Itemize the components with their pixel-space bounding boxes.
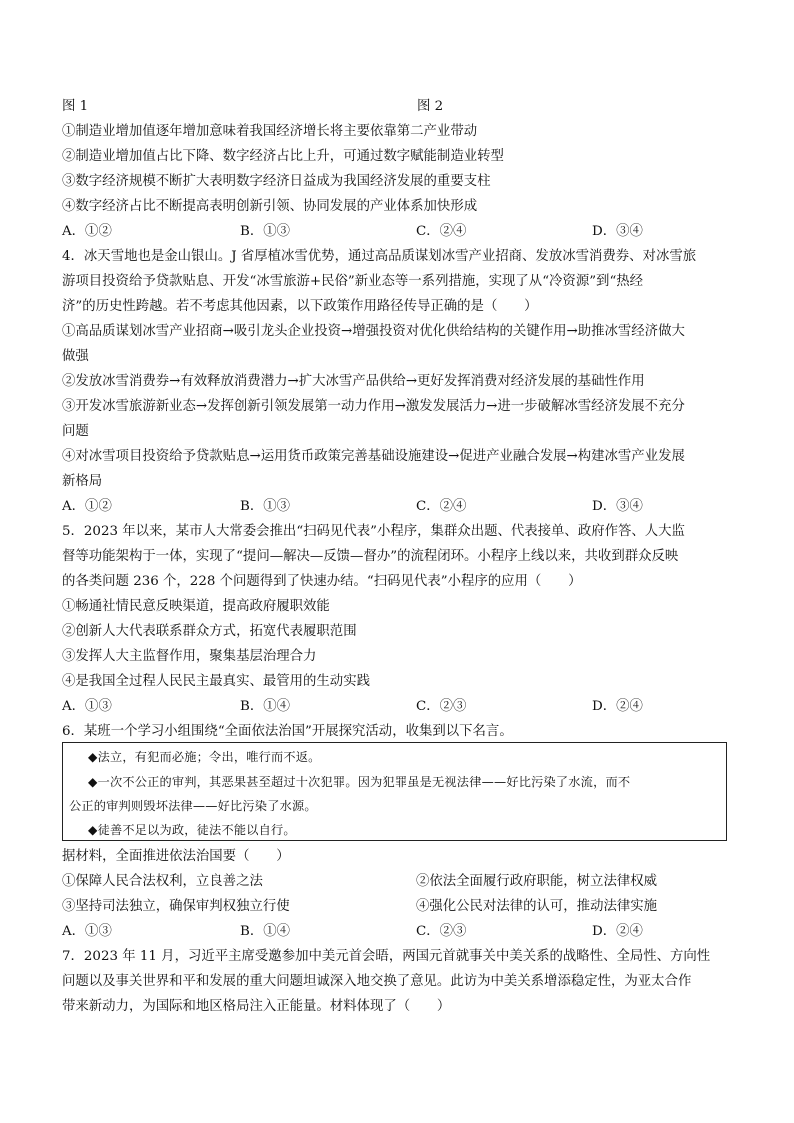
q4-statement-3: ③开发冰雪旅游新业态→发挥创新引领发展第一动力作用→激发发展活力→进一步破解冰雪经济发展不充分 <box>62 399 685 414</box>
quote-box <box>62 742 727 841</box>
q3-statement-1: ①制造业增加值逐年增加意味着我国经济增长将主要依靠第二产业带动 <box>62 124 478 139</box>
q6-option-c: C．②③ <box>416 924 467 939</box>
q5-option-c: C．②③ <box>416 699 467 714</box>
q3-option-b: B．①③ <box>240 224 291 239</box>
quote-2-cont: 公正的审判则毁坏法律——好比污染了水源。 <box>69 799 317 813</box>
q4-option-a: A．①② <box>62 499 112 514</box>
q5-statement-3: ③发挥人大主监督作用，聚集基层治理合力 <box>62 649 317 664</box>
q6-option-a: A．①③ <box>62 924 112 939</box>
q7-stem-line-1: 7．2023 年 11 月，习近平主席受邀参加中美元首会晤，两国元首就事关中美关系的战略性、全局性、方向性 <box>62 949 711 964</box>
q6-statement-1: ①保障人民合法权利，立良善之法 <box>62 874 263 889</box>
q4-statement-3-cont: 问题 <box>62 424 89 439</box>
q6-question: 据材料，全面推进依法治国要（ ） <box>62 849 290 864</box>
figure-2-label: 图 2 <box>417 99 444 114</box>
q3-statement-3: ③数字经济规模不断扩大表明数字经济日益成为我国经济发展的重要支柱 <box>62 174 491 189</box>
quote-1: ◆法立，有犯而必施；令出，唯行而不返。 <box>88 750 321 764</box>
q4-stem-line-1: 4．冰天雪地也是金山银山。J 省厚植冰雪优势，通过高品质谋划冰雪产业招商、发放冰雪消费券、对冰雪旅 <box>62 249 697 264</box>
q3-statement-4: ④数字经济占比不断提高表明创新引领、协同发展的产业体系加快形成 <box>62 199 478 214</box>
q3-option-a: A．①② <box>62 224 112 239</box>
q6-statement-2: ②依法全面履行政府职能，树立法律权威 <box>416 874 658 889</box>
q4-stem-line-2: 游项目投资给予贷款贴息、开发“冰雪旅游+民俗”新业态等一系列措施，实现了从“冷资源”到“热经 <box>62 274 644 289</box>
q4-statement-4-cont: 新格局 <box>62 474 103 489</box>
q4-statement-4: ④对冰雪项目投资给予贷款贴息→运用货币政策完善基础设施建设→促进产业融合发展→构建冰雪产业发展 <box>62 449 685 464</box>
q7-stem-line-3: 带来新动力，为国际和地区格局注入正能量。材料体现了（ ） <box>62 999 451 1014</box>
q5-option-a: A．①③ <box>62 699 112 714</box>
q6-statement-3: ③坚持司法独立，确保审判权独立行使 <box>62 899 290 914</box>
q3-option-d: D．③④ <box>592 224 643 239</box>
q5-statement-2: ②创新人大代表联系群众方式，拓宽代表履职范围 <box>62 624 357 639</box>
q5-statement-4: ④是我国全过程人民民主最真实、最管用的生动实践 <box>62 674 370 689</box>
q5-option-d: D．②④ <box>592 699 643 714</box>
q3-option-c: C．②④ <box>416 224 467 239</box>
q5-option-b: B．①④ <box>240 699 291 714</box>
q6-statement-4: ④强化公民对法律的认可，推动法律实施 <box>416 899 658 914</box>
q5-stem-line-1: 5．2023 年以来，某市人大常委会推出“扫码见代表”小程序，集群众出题、代表接单、政府作答、人大监 <box>62 524 685 539</box>
q5-stem-line-3: 的各类问题 236 个，228 个问题得到了快速办结。“扫码见代表”小程序的应用（ ） <box>62 574 582 589</box>
q3-statement-2: ②制造业增加值占比下降、数字经济占比上升，可通过数字赋能制造业转型 <box>62 149 504 164</box>
q5-stem-line-2: 督等功能架构于一体，实现了“提问—解决—反馈—督办”的流程闭环。小程序上线以来，共收到群众反映 <box>62 549 679 564</box>
figure-1-label: 图 1 <box>62 99 89 114</box>
q6-option-b: B．①④ <box>240 924 291 939</box>
q6-option-d: D．②④ <box>592 924 643 939</box>
q4-option-c: C．②④ <box>416 499 467 514</box>
q4-option-d: D．③④ <box>592 499 643 514</box>
q6-stem: 6．某班一个学习小组围绕“全面依法治国”开展探究活动，收集到以下名言。 <box>62 724 513 739</box>
q4-statement-2: ②发放冰雪消费券→有效释放消费潜力→扩大冰雪产品供给→更好发挥消费对经济发展的基础性作用 <box>62 374 645 389</box>
q5-statement-1: ①畅通社情民意反映渠道，提高政府履职效能 <box>62 599 330 614</box>
q7-stem-line-2: 问题以及事关世界和平和发展的重大问题坦诚深入地交换了意见。此访为中美关系增添稳定性，为亚太合作 <box>62 974 692 989</box>
q4-statement-1-cont: 做强 <box>62 349 89 364</box>
q4-statement-1: ①高品质谋划冰雪产业招商→吸引龙头企业投资→增强投资对优化供给结构的关键作用→助推冰雪经济做大 <box>62 324 685 339</box>
quote-3: ◆徒善不足以为政，徒法不能以自行。 <box>88 823 296 837</box>
q4-option-b: B．①③ <box>240 499 291 514</box>
q4-stem-line-3: 济”的历史性跨越。若不考虑其他因素，以下政策作用路径传导正确的是（ ） <box>62 299 538 314</box>
quote-2: ◆一次不公正的审判，其恶果甚至超过十次犯罪。因为犯罪虽是无视法律——好比污染了水流，而不 <box>88 775 631 789</box>
